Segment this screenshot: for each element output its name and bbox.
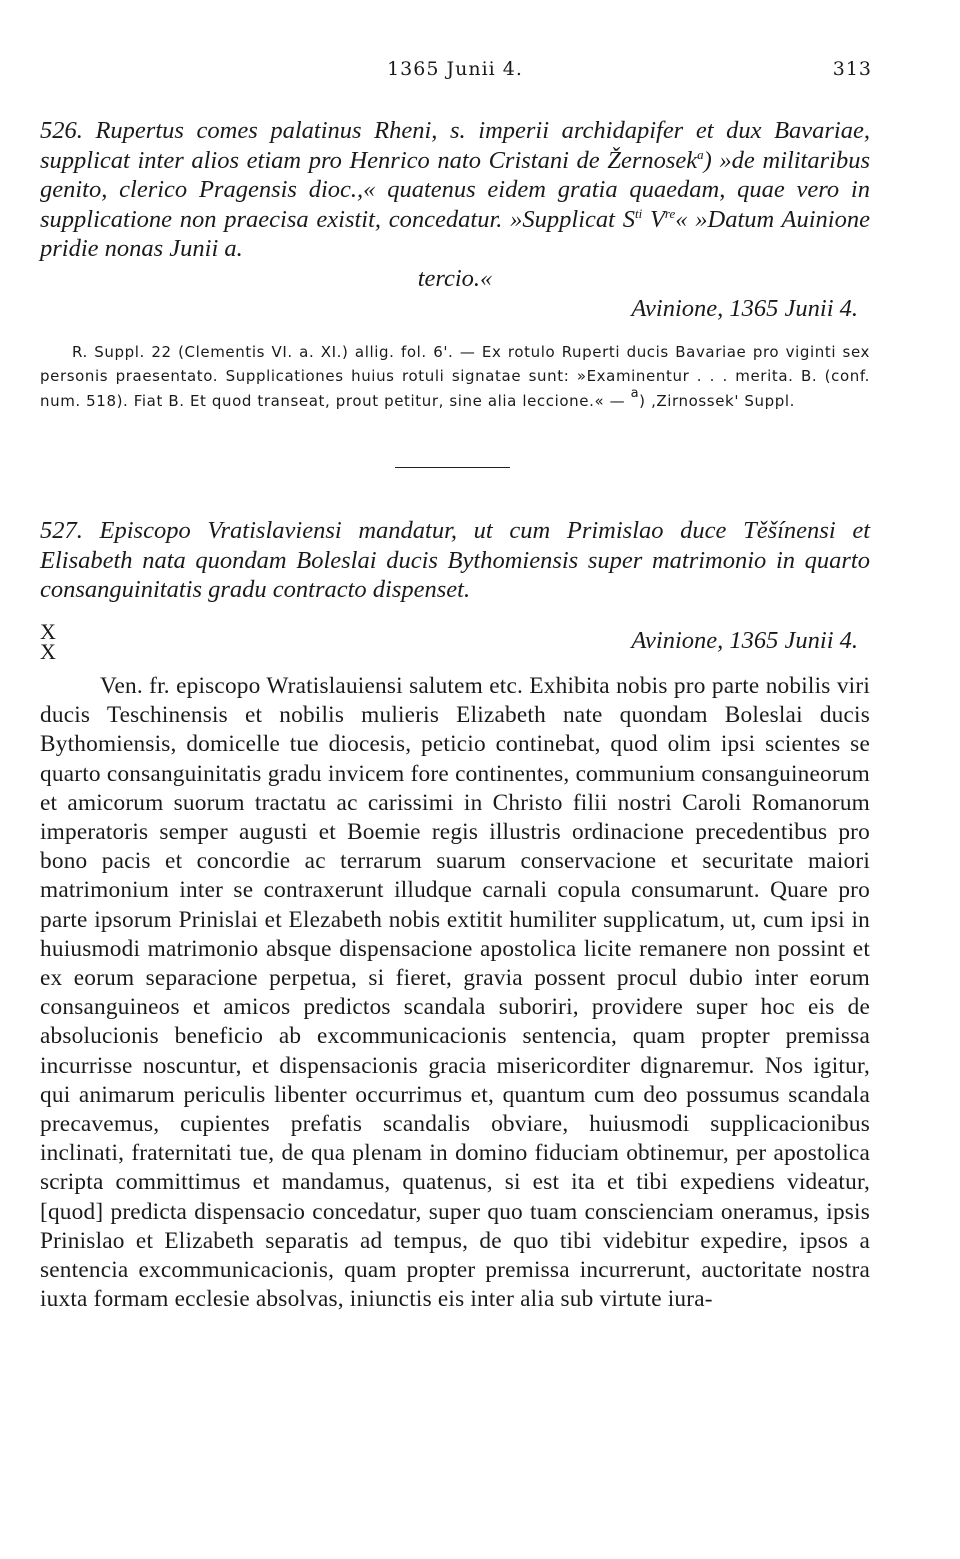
entry-526-summary: [40, 116, 870, 323]
running-head: [40, 58, 870, 88]
entry-text-part: ) »de militaribus genito, clerico Pragensis dioc.,« quatenus eidem gratia quaedam, quae vero in supplicatione non praecisa existit, concedatur. »Supplicat S: [40, 146, 870, 233]
entry-date: Avinione, 1365 Junii 4.: [631, 627, 858, 654]
entry-number: 526.: [40, 117, 83, 144]
entry-text-part: V: [642, 205, 665, 233]
page-number: 313: [832, 58, 872, 80]
footnote-text: ) ‚Zirnossek' Suppl.: [639, 391, 796, 410]
separator-rule: [395, 467, 510, 468]
x-mark: X: [40, 639, 56, 664]
running-title: 1365 Junii 4.: [387, 58, 523, 80]
entry-date: Avinione, 1365 Junii 4.: [631, 294, 858, 322]
entry-text-part: Rupertus comes palatinus Rheni, s. imperii archidapifer et dux Bavariae, supplicat inter alios etiam pro Henrico nato Cristani de Žernosek: [40, 117, 870, 174]
x-mark: X: [40, 619, 56, 644]
document-text: Ven. fr. episcopo Wratislauiensi salutem etc. Exhibita nobis pro parte nobilis viri ducis Teschinensis et nobilis mulieris Elizabeth nate quondam Boleslai ducis Bythomiensis, domicelle tue diocesis, peticio continebat, quod olim ipsi scientes se quarto consanguinitatis gradu invicem fore continentes, communium consanguineorum et amicorum suorum tractatu ac carissimi in Christo filii nostri Caroli Romanorum imperatoris semper augusti et Boemie regis illustris ordinacione precedentibus pro bono pacis et concordie ac terrarum suarum conservacione et securitate maiori matrimonium inter se contraxerunt illudque carnali copula consumarunt. Quare pro parte ipsorum Prinislai et Elezabeth nobis extitit humiliter supplicatum, ut, cum ipsi in huiusmodi matrimonio absque dispensacione apostolica licite remanere non possint et ex eorum separacione perpetua, si fieret, gravia possent procul dubio inter eorum consanguineos et amicos predictos scandala suboriri, providere super hoc eis de absolucionis beneficio ab excommunicacionis sentencia, quam propter premissa incurrisse noscuntur, et dispensacionis gracia misericorditer dignaremur. Nos igitur, qui animarum periculis libenter occurrimus et, quantum cum deo possumus scandala precavemus, cupientes prefatis scandalis obviare, huiusmodi supplicacionibus inclinati, fraternitati tue, de qua plenam in domino fiduciam obtinemur, per apostolica scripta committimus et mandamus, quatenus, si est ita et tibi expediens videatur, [quod] predicta dispensacio concedatur, super quo tuam conscienciam oneramus, ipsis Prinislao et Elizabeth separatis ad tempus, de quo tibi videbitur expedire, ipsos a sentencia excommunicacionis, quam propter premissa incurrerunt, auctoritate nostra iuxta formam ecclesie absolvas, iniunctis eis inter alia sub virtute iura-: [40, 673, 870, 1313]
entry-527-body: [40, 672, 870, 1314]
entry-text-part: « »Datum Auinione pridie nonas Junii a.: [40, 205, 870, 263]
entry-527-date-wrap: [40, 626, 870, 656]
entry-526-notes: [40, 340, 870, 413]
entry-527-summary: [40, 516, 870, 605]
footnote-mark: a: [630, 385, 640, 401]
entry-center-line: tercio.«: [417, 264, 493, 292]
footnote-mark: a: [697, 146, 704, 162]
entry-number: 527.: [40, 517, 83, 544]
superscript: ti: [634, 205, 643, 221]
notes-text: R. Suppl. 22 (Clementis VI. a. XI.) allig. fol. 6'. — Ex rotulo Ruperti ducis Bavariae pro viginti sex personis praesentato. Supplicationes huius rotuli signatae sunt: »Examinentur . . . merita. B. (conf. num. 518). Fiat B. Et quod transeat, prout petitur, sine alia leccione.« —: [40, 343, 870, 410]
superscript: re: [664, 205, 676, 221]
entry-text: Episcopo Vratislaviensi mandatur, ut cum Primislao duce Těšínensi et Elisabeth nata quondam Boleslai ducis Bythomiensis super matrimonio in quarto consanguinitatis gradu contracto dispenset.: [40, 517, 870, 604]
